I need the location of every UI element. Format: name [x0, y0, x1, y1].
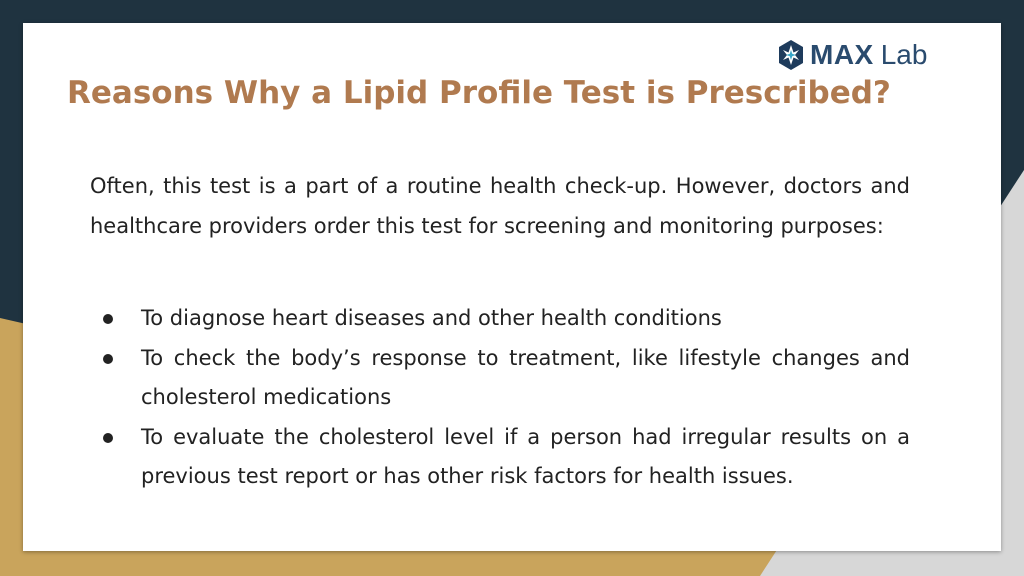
- slide-title: Reasons Why a Lipid Profile Test is Prescribed?: [67, 75, 891, 111]
- reasons-list: [90, 299, 910, 497]
- logo-suffix-text: Lab: [880, 39, 928, 70]
- intro-paragraph: Often, this test is a part of a routine health check-up. However, doctors and healthcare providers order this test for screening and monitoring purposes:: [90, 174, 910, 238]
- bullet-dot-icon: [103, 314, 113, 324]
- list-item: [90, 299, 910, 339]
- bullet-dot-icon: [103, 433, 113, 443]
- slide-card: [23, 23, 1001, 551]
- max-lab-logo: [778, 37, 927, 73]
- list-item: [90, 339, 910, 418]
- list-item-text: To check the body’s response to treatment, like lifestyle changes and cholesterol medications: [141, 345, 910, 409]
- list-item: [90, 418, 910, 497]
- bullet-dot-icon: [103, 354, 113, 364]
- list-item-text: To diagnose heart diseases and other health conditions: [141, 306, 722, 330]
- list-item-text: To evaluate the cholesterol level if a person had irregular results on a previous test report or has other risk factors for health issues.: [141, 424, 910, 488]
- star-cross-logo-icon: [778, 39, 804, 71]
- logo-brand-text: MAX: [810, 39, 874, 70]
